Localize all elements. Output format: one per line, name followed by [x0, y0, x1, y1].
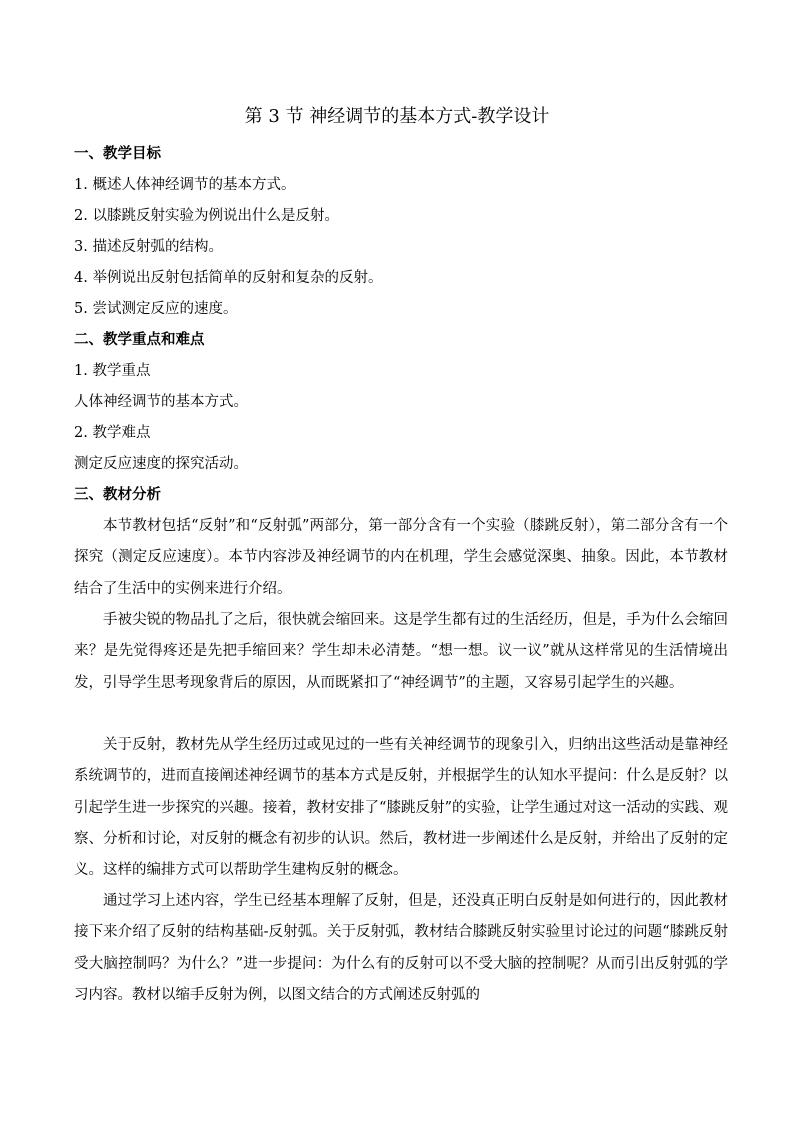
page-title: 第 3 节 神经调节的基本方式-教学设计 [244, 106, 550, 127]
analysis-paragraph: 通过学习上述内容，学生已经基本理解了反射，但是，还没真正明白反射是如何进行的，因此教材接下来介绍了反射的结构基础-反射弧。关于反射弧，教材结合膝跳反射实验里讨论过的问题“膝跳反射受大脑控制吗？为什么？”进一步提问：为什么有的反射可以不受大脑的控制呢？从而引出反射弧的学习内容。教材以缩手反射为例，以图文结合的方式阐述反射弧的 [74, 893, 728, 1003]
objective-item-3: 3. 描述反射弧的结构。 [74, 239, 223, 255]
analysis-paragraph: 本节教材包括“反射”和“反射弧”两部分，第一部分含有一个实验（膝跳反射），第二部分含有一个探究（测定反应速度）。本节内容涉及神经调节的内在机理，学生会感觉深奥、抽象。因此，本节教材结合了生活中的实例来进行介绍。 [74, 518, 728, 597]
section-heading-objectives: 一、教学目标 [74, 145, 161, 162]
objective-item-1: 1. 概述人体神经调节的基本方式。 [74, 177, 296, 193]
key-point-label: 1. 教学重点 [74, 363, 151, 379]
section-heading-analysis: 三、教材分析 [74, 486, 161, 503]
difficulty-label: 2. 教学难点 [74, 425, 151, 441]
objective-item-5: 5. 尝试测定反应的速度。 [74, 301, 238, 317]
key-point-text: 人体神经调节的基本方式。 [74, 394, 248, 410]
section-heading-key-points: 二、教学重点和难点 [74, 331, 205, 348]
analysis-paragraph: 手被尖锐的物品扎了之后，很快就会缩回来。这是学生都有过的生活经历，但是，手为什么会缩回来？是先觉得疼还是先把手缩回来？学生却未必清楚。“想一想。议一议”就从这样常见的生活情境出发，引导学生思考现象背后的原因，从而既紧扣了“神经调节”的主题，又容易引起学生的兴趣。 [74, 612, 728, 691]
objective-item-4: 4. 举例说出反射包括简单的反射和复杂的反射。 [74, 270, 383, 286]
objective-item-2: 2. 以膝跳反射实验为例说出什么是反射。 [74, 208, 339, 224]
analysis-paragraph: 关于反射，教材先从学生经历过或见过的一些有关神经调节的现象引入，归纳出这些活动是靠神经系统调节的，进而直接阐述神经调节的基本方式是反射，并根据学生的认知水平提问：什么是反射？以引起学生进一步探究的兴趣。接着，教材安排了“膝跳反射”的实验，让学生通过对这一活动的实践、观察、分析和讨论，对反射的概念有初步的认识。然后，教材进一步阐述什么是反射，并给出了反射的定义。这样的编排方式可以帮助学生建构反射的概念。 [74, 737, 728, 879]
difficulty-text: 测定反应速度的探究活动。 [74, 456, 248, 472]
